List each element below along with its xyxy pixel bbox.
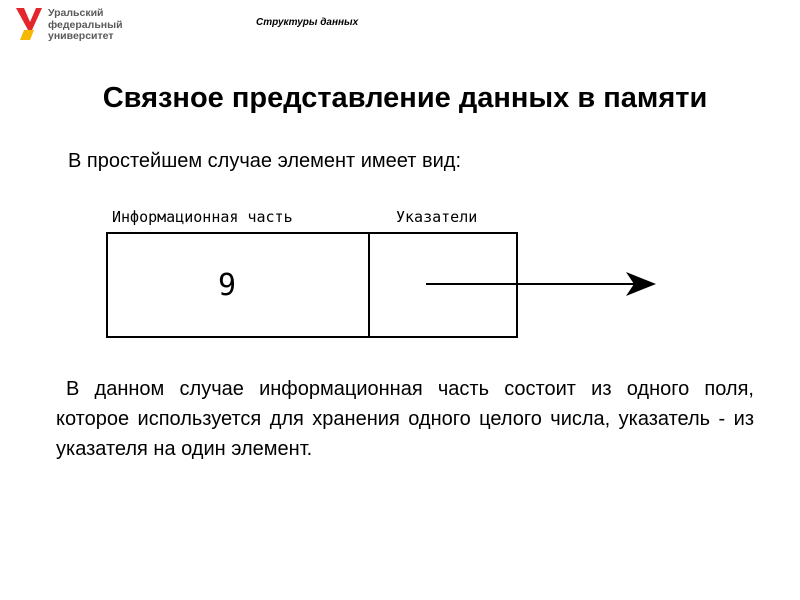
pointer-arrow-icon (420, 270, 660, 300)
node-value: 9 (218, 268, 237, 303)
node-divider (368, 234, 370, 336)
urfu-logo-icon (14, 6, 44, 42)
logo-line-2: федеральный (48, 18, 123, 31)
pointer-part-label: Указатели (396, 208, 478, 226)
info-part-label: Информационная часть (112, 208, 293, 226)
slide-subtitle: В простейшем случае элемент имеет вид: (68, 150, 462, 172)
course-title: Структуры данных (256, 17, 359, 28)
logo-line-1: Уральский (48, 7, 104, 19)
slide-title: Связное представление данных в памяти (102, 82, 708, 114)
body-paragraph: В данном случае информационная часть состоит из одного поля, которое используется для хранения одного целого числа, указатель - из указателя на один элемент. (56, 378, 754, 460)
university-logo (14, 6, 134, 44)
logo-line-3: университет (48, 30, 114, 42)
logo-text (48, 8, 123, 43)
